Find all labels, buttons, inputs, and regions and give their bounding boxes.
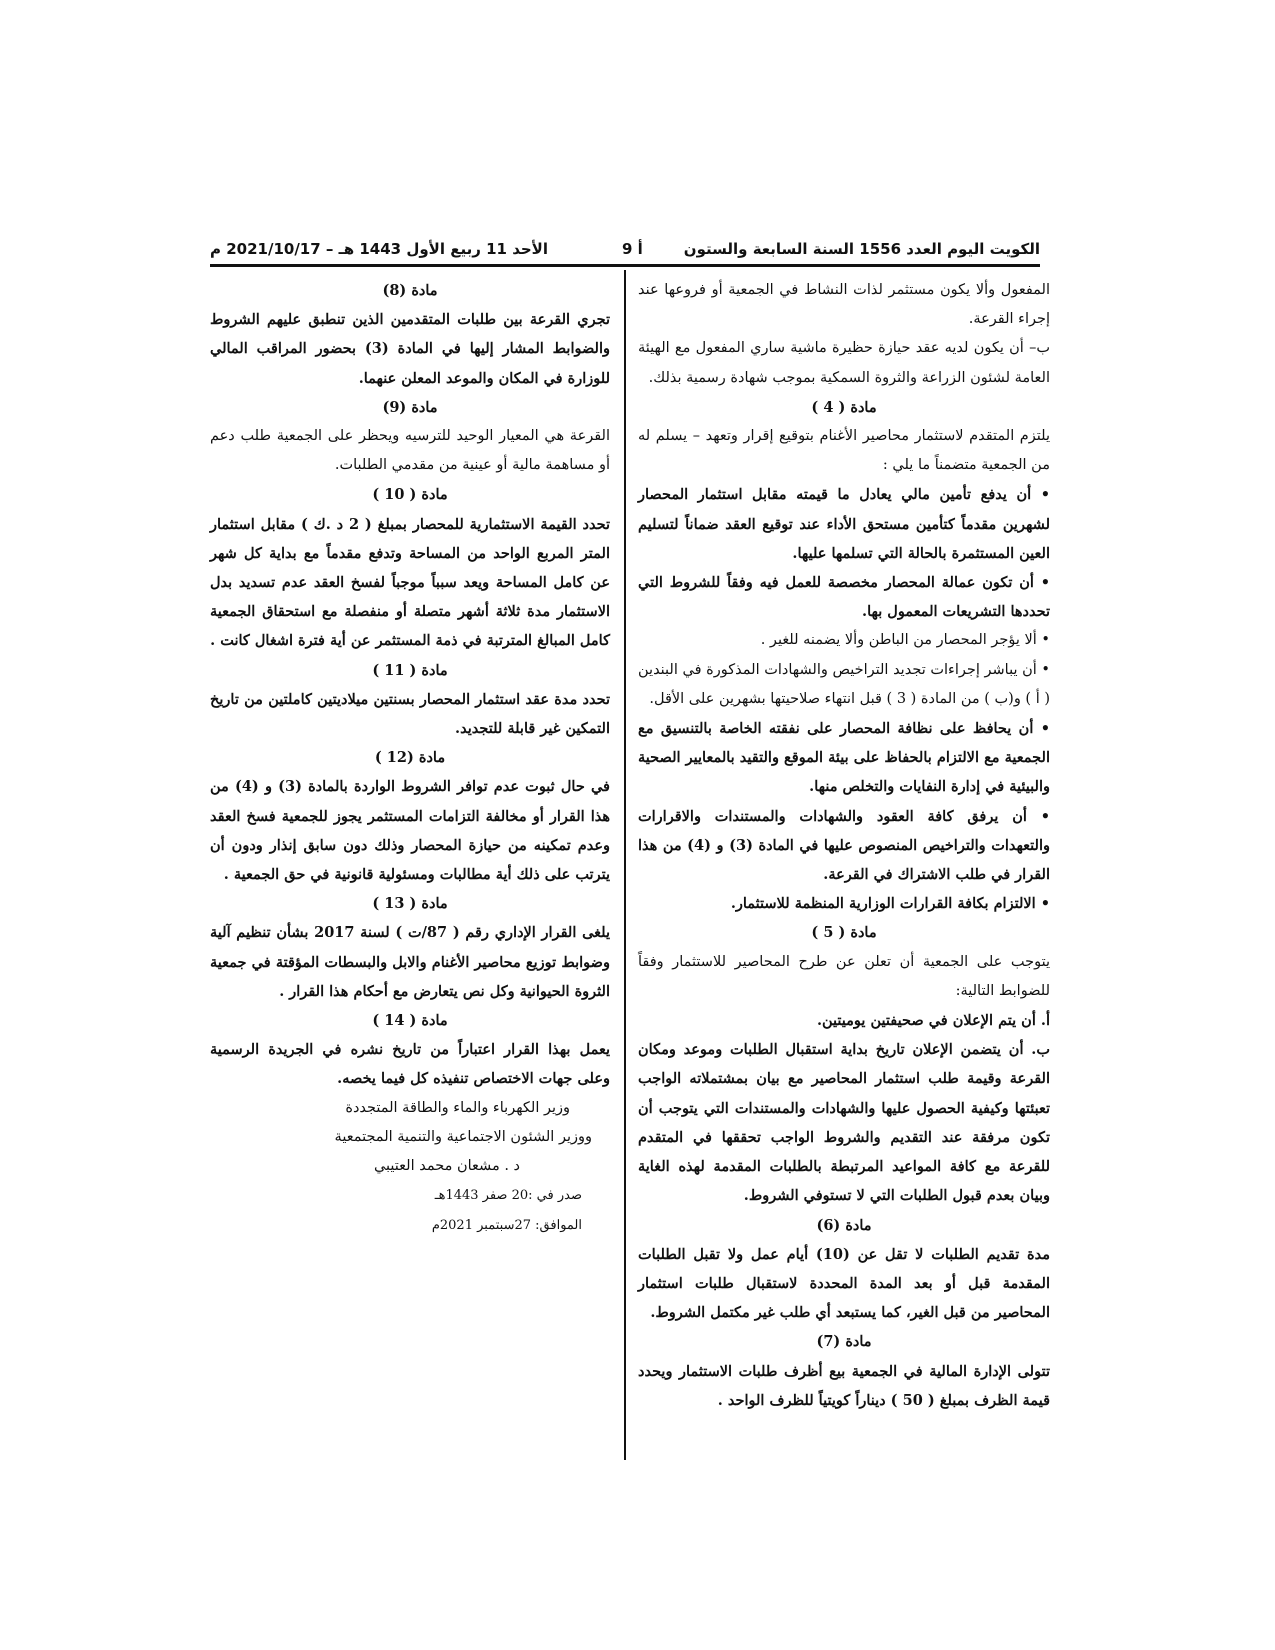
- header-rule: [210, 264, 1040, 267]
- issued-hijri-date: صدر في :20 صفر 1443هـ: [434, 1188, 582, 1204]
- article-heading: مادة (9): [382, 398, 438, 416]
- article-paragraph: أ. أن يتم الإعلان في صحيفتين يوميتين.: [816, 1012, 1050, 1030]
- article-heading: مادة (8): [382, 282, 438, 299]
- signature-title-2: ووزير الشئون الاجتماعية والتنمية المجتمعية: [334, 1128, 592, 1145]
- article-heading: مادة ( 11 ): [372, 661, 448, 679]
- left-column-body: [210, 276, 610, 1094]
- article-paragraph: • أن يحافظ على نظافة المحصار على نفقته الخاصة بالتنسيق مع الجمعية مع الالتزام بالحفاظ على بيئة الموقع والتقيد بالمعايير الصحية والبيئية في إدارة النفايات والتخلص منها.: [638, 720, 1050, 796]
- article-paragraph: المفعول وألا يكون مستثمر لذات النشاط في الجمعية أو فروعها عند إجراء القرعة.: [638, 282, 1050, 328]
- article-paragraph: ب. أن يتضمن الإعلان تاريخ بداية استقبال الطلبات وموعد ومكان القرعة وقيمة طلب استثمار المحاصير مع بيان بمشتملاته الواجب تعبئتها وكيفية الحصول عليها والشهادات والمستندات التي يتوجب أن تكون مرفقة عند التقديم والشروط الواجب تحققها في المتقدم للقرعة مع كافة المواعيد المرتبطة بالطلبات المقدمة لهذه الغاية وبيان بعدم قبول الطلبات التي لا تستوفي الشروط.: [638, 1041, 1050, 1205]
- article-heading: مادة (6): [816, 1216, 872, 1234]
- article-paragraph: يلتزم المتقدم لاستثمار محاصير الأغنام بتوقيع إقرار وتعهد – يسلم له من الجمعية متضمناً ما يلي :: [638, 428, 1050, 474]
- article-paragraph: تتولى الإدارة المالية في الجمعية بيع أظرف طلبات الاستثمار ويحدد قيمة الظرف بمبلغ ( 50 ) ديناراً كويتياً للظرف الواحد .: [638, 1362, 1050, 1409]
- article-heading: مادة (7): [816, 1333, 872, 1351]
- signature-title-1: وزير الكهرباء والماء والطاقة المتجددة: [345, 1099, 570, 1116]
- article-heading: مادة ( 13 ): [372, 895, 448, 913]
- article-heading: مادة (12 ): [374, 749, 446, 767]
- article-paragraph: • الالتزام بكافة القرارات الوزارية المنظمة للاستثمار.: [730, 895, 1050, 913]
- article-heading: مادة ( 14 ): [372, 1012, 448, 1030]
- article-paragraph: في حال ثبوت عدم توافر الشروط الواردة بالمادة (3) و (4) من هذا القرار أو مخالفة التزامات المستثمر يجوز للجمعية فسخ العقد وعدم تمكينه من حيازة المحصار وذلك دون سابق إنذار ودون أن يترتب على ذلك أية مطالبات ومسئولية قانونية في حق الجمعية .: [210, 778, 610, 884]
- signature-name: د . مشعان محمد العتيبي: [373, 1158, 520, 1175]
- article-paragraph: • أن يدفع تأمين مالي يعادل ما قيمته مقابل استثمار المحصار لشهرين مقدماً كتأمين مستحق الأداء عند توقيع العقد ضماناً لتسليم العين المستثمرة بالحالة التي تسلمها عليها.: [638, 486, 1050, 562]
- article-paragraph: • أن يباشر إجراءات تجديد التراخيص والشهادات المذكورة في البندين ( أ ) و(ب ) من المادة ( 3 ) قبل انتهاء صلاحيتها بشهرين على الأقل.: [638, 661, 1050, 707]
- article-heading: مادة ( 5 ): [811, 924, 877, 942]
- article-paragraph: القرعة هي المعيار الوحيد للترسيه ويحظر على الجمعية طلب دعم أو مساهمة مالية أو عينية من مقدمي الطلبات.: [210, 428, 610, 474]
- header-date: الأحد 11 ربيع الأول 1443 هـ – 2021/10/17 م: [210, 240, 548, 258]
- header-publication: الكويت اليوم العدد 1556 السنة السابعة والستون: [683, 240, 1040, 258]
- article-heading: مادة ( 10 ): [372, 486, 448, 504]
- article-paragraph: • ألا يؤجر المحصار من الباطن وألا يضمنه للغير .: [760, 632, 1050, 649]
- article-paragraph: يعمل بهذا القرار اعتباراً من تاريخ نشره في الجريدة الرسمية وعلى جهات الاختصاص تنفيذه كل فيما يخصه.: [210, 1041, 610, 1088]
- article-paragraph: ب– أن يكون لديه عقد حيازة حظيرة ماشية ساري المفعول مع الهيئة العامة لشئون الزراعة والثروة السمكية بموجب شهادة رسمية بذلك.: [638, 340, 1050, 386]
- right-column: [638, 276, 1050, 1415]
- article-paragraph: مدة تقديم الطلبات لا تقل عن (10) أيام عمل ولا تقبل الطلبات المقدمة قبل أو بعد المدة المحددة لاستقبال طلبات استثمار المحاصير من قبل الغير، كما يستبعد أي طلب غير مكتمل الشروط.: [638, 1245, 1050, 1322]
- article-paragraph: • أن تكون عمالة المحصار مخصصة للعمل فيه وفقاً للشروط التي تحددها التشريعات المعمول بها.: [638, 574, 1050, 621]
- article-paragraph: يلغى القرار الإداري رقم ( 87/ت ) لسنة 2017 بشأن تنظيم آلية وضوابط توزيع محاصير الأغنام والابل والبسطات المؤقتة في جمعية الثروة الحيوانية وكل نص يتعارض مع أحكام هذا القرار .: [210, 924, 610, 1000]
- left-column: [210, 276, 610, 1240]
- page-number: أ 9: [622, 240, 643, 258]
- issued-gregorian-date: الموافق: 27سبتمبر 2021م: [431, 1217, 582, 1233]
- article-paragraph: تجري القرعة بين طلبات المتقدمين الذين تنطبق عليهم الشروط والضوابط المشار إليها في المادة (3) بحضور المراقب المالي للوزارة في المكان والموعد المعلن عنهما.: [210, 311, 610, 387]
- article-heading: مادة ( 4 ): [811, 398, 877, 416]
- article-paragraph: تحدد القيمة الاستثمارية للمحصار بمبلغ ( 2 د .ك ) مقابل استثمار المتر المربع الواحد من المساحة وتدفع مقدماً مع بداية كل شهر عن كامل المساحة ويعد سبباً موجباً لفسخ العقد عدم تسديد بدل الاستثمار مدة ثلاثة أشهر متصلة أو منفصلة مع استحقاق الجمعية كامل المبالغ المترتبة في ذمة المستثمر عن أية فترة اشغال كانت .: [210, 515, 610, 650]
- article-paragraph: • أن يرفق كافة العقود والشهادات والمستندات والاقرارات والتعهدات والتراخيص المنصوص عليها في المادة (3) و (4) من هذا القرار في طلب الاشتراك في القرعة.: [638, 807, 1050, 884]
- page-header: [210, 236, 1040, 262]
- article-paragraph: تحدد مدة عقد استثمار المحصار بسنتين ميلاديتين كاملتين من تاريخ التمكين غير قابلة للتجديد.: [210, 690, 610, 738]
- article-paragraph: يتوجب على الجمعية أن تعلن عن طرح المحاصير للاستثمار وفقاً للضوابط التالية:: [638, 953, 1050, 999]
- column-divider: [624, 270, 626, 1460]
